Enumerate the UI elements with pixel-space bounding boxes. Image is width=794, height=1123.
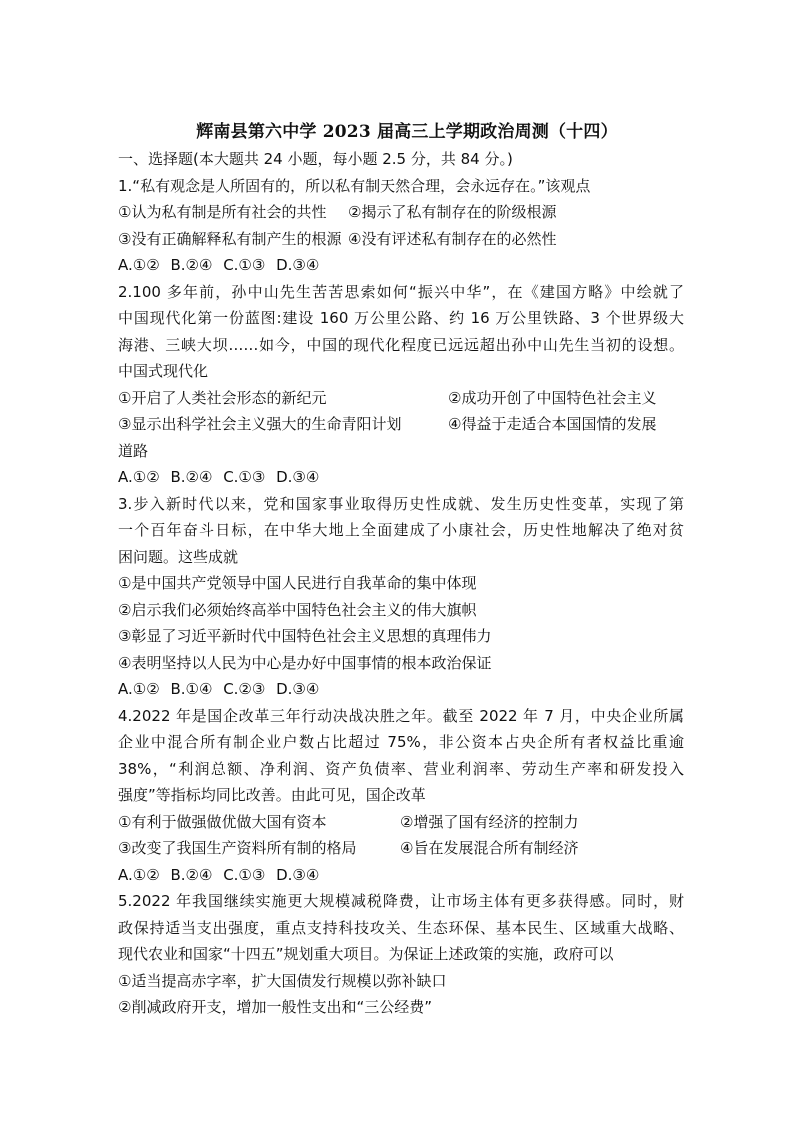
- question-stem-line: 强度”等指标均同比改善。由此可见，国企改革: [118, 786, 426, 804]
- document-page: [118, 118, 684, 1021]
- question-2: [118, 279, 684, 491]
- question-stem-line: 企业中混合所有制企业户数占比超过 75%，非公资本占央企所有者权益比重逾: [118, 733, 684, 751]
- option-4-continuation: 道路: [118, 441, 149, 460]
- answer-a: A.①②: [118, 865, 160, 884]
- option-row: [118, 385, 684, 412]
- option-1: ①是中国共产党领导中国人民进行自我革命的集中体现: [118, 574, 477, 592]
- section-heading: 一、选择题(本大题共 24 小题，每小题 2.5 分，共 84 分。): [118, 150, 513, 168]
- option-row: [118, 226, 684, 253]
- answer-a: A.①②: [118, 680, 160, 698]
- option-4: ④旨在发展混合所有制经济: [400, 839, 579, 857]
- answer-d: D.③④: [276, 680, 320, 698]
- question-stem-line: 3.步入新时代以来，党和国家事业取得历史性成就、发生历史性变革，实现了第: [118, 494, 684, 513]
- option-3: ③没有正确解释私有制产生的根源: [118, 229, 342, 248]
- answer-choices: [118, 676, 684, 703]
- answer-b: B.①④: [170, 680, 213, 698]
- option-row: [118, 809, 684, 836]
- question-4: [118, 703, 684, 889]
- document-title: 辉南县第六中学 2023 届高三上学期政治周测（十四）: [196, 122, 618, 142]
- answer-d: D.③④: [276, 256, 320, 274]
- option-2: ②削减政府开支，增加一般性支出和“三公经费”: [118, 998, 432, 1016]
- option-2: ②增强了国有经济的控制力: [400, 812, 579, 831]
- option-3: ③彰显了习近平新时代中国特色社会主义思想的真理伟力: [118, 627, 492, 645]
- question-stem-line: 1.“私有观念是人所固有的，所以私有制天然合理，会永远存在。”该观点: [118, 176, 591, 195]
- answer-a: A.①②: [118, 468, 160, 486]
- answer-choices: [118, 252, 684, 279]
- question-stem-line: 中国现代化第一份蓝图:建设 160 万公里公路、约 16 万公里铁路、3 个世界级大: [118, 309, 684, 327]
- option-row: [118, 199, 684, 226]
- question-stem-line: 5.2022 年我国继续实施更大规模减税降费，让市场主体有更多获得感。同时，财: [118, 892, 684, 910]
- question-stem-line: 现代农业和国家“十四五”规划重大项目。为保证上述政策的实施，政府可以: [118, 945, 614, 963]
- question-stem-line: 一个百年奋斗日标，在中华大地上全面建成了小康社会，历史性地解决了绝对贫: [118, 521, 684, 539]
- option-1: ①认为私有制是所有社会的共性: [118, 203, 327, 221]
- option-row: [118, 835, 684, 862]
- answer-b: B.②④: [170, 256, 213, 274]
- option-1: ①适当提高赤字率，扩大国债发行规模以弥补缺口: [118, 971, 447, 990]
- option-1: ①开启了人类社会形态的新纪元: [118, 388, 327, 407]
- question-3: [118, 491, 684, 703]
- answer-c: C.①③: [223, 865, 266, 884]
- option-4: ④得益于走适合本国国情的发展: [448, 415, 657, 433]
- option-2: ②揭示了私有制存在的阶级根源: [348, 203, 557, 221]
- option-1: ①有利于做强做优做大国有资本: [118, 812, 327, 831]
- answer-d: D.③④: [276, 468, 320, 486]
- answer-b: B.②④: [170, 468, 213, 486]
- option-row: [118, 411, 684, 438]
- answer-c: C.②③: [223, 680, 266, 698]
- answer-c: C.①③: [223, 468, 266, 486]
- option-4: ④表明坚持以人民为中心是办好中国事情的根本政治保证: [118, 653, 492, 672]
- option-3: ③改变了我国生产资料所有制的格局: [118, 839, 357, 857]
- question-stem-line: 中国式现代化: [118, 362, 209, 380]
- answer-choices: [118, 862, 684, 889]
- answer-d: D.③④: [276, 865, 320, 884]
- question-stem-line: 困问题。这些成就: [118, 547, 239, 566]
- option-2: ②成功开创了中国特色社会主义: [448, 388, 657, 407]
- question-stem-line: 38%，“利润总额、净利润、资产负债率、营业利润率、劳动生产率和研发投入: [118, 759, 684, 778]
- option-2: ②启示我们必须始终高举中国特色社会主义的伟大旗帜: [118, 600, 477, 619]
- question-stem-line: 海港、三峡大坝……如今，中国的现代化程度已远远超出孙中山先生当初的设想。: [118, 335, 684, 354]
- question-5: [118, 888, 684, 1021]
- option-3: ③显示出科学社会主义强大的生命青阳计划: [118, 415, 402, 433]
- answer-choices: [118, 464, 684, 491]
- question-stem-line: 4.2022 年是国企改革三年行动决战决胜之年。截至 2022 年 7 月，中央企业所属: [118, 706, 684, 725]
- question-stem-line: 政保持适当支出强度，重点支持科技攻关、生态环保、基本民生、区域重大战略、: [118, 918, 684, 937]
- answer-a: A.①②: [118, 256, 160, 274]
- answer-b: B.②④: [170, 865, 213, 884]
- question-stem-line: 2.100 多年前，孙中山先生苦苦思索如何“振兴中华”，在《建国方略》中绘就了: [118, 282, 684, 301]
- answer-c: C.①③: [223, 256, 266, 274]
- option-4: ④没有评述私有制存在的必然性: [348, 229, 557, 248]
- question-1: [118, 173, 684, 279]
